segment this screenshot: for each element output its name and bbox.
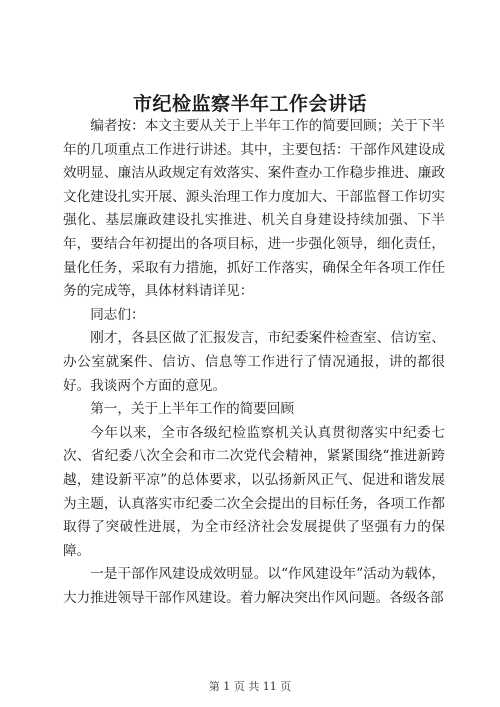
- editor-note-paragraph: 编者按：本文主要从关于上半年工作的简要回顾；关于下半年的几项重点工作进行讲述。其中，主要包括：干部作风建设成效明显、廉洁从政规定有效落实、案件查办工作稳步推进、廉政文化建设扎实开展、源头治理工作力度加大、干部监督工作切实强化、基层廉政建设扎实推进、机关自身建设持续加强、下半年，要结合年初提出的各项目标，进一步强化领导，细化责任，量化任务，采取有力措施，抓好工作落实，确保全年各项工作任务的完成等，具体材料请详见：: [63, 118, 445, 300]
- salutation-paragraph: 同志们：: [90, 306, 145, 323]
- opening-paragraph: 刚才，各县区做了汇报发言，市纪委案件检查室、信访室、办公室就案件、信访、信息等工作进行了情况通报，讲的都很好。我谈两个方面的意见。: [63, 330, 445, 394]
- section-heading-paragraph: 第一，关于上半年工作的简要回顾: [90, 401, 295, 418]
- point-one-paragraph: 一是干部作风建设成效明显。以“作风建设年”活动为载体，大力推进领导干部作风建设。着力解决突出作风问题。各级各部: [63, 566, 445, 606]
- page-footer: 第 1 页 共 11 页: [208, 680, 292, 693]
- document-body: [63, 115, 445, 610]
- document-title: 市纪检监察半年工作会讲话: [132, 93, 367, 115]
- review-paragraph: 今年以来，全市各级纪检监察机关认真贯彻落实中纪委七次、省纪委八次全会和市二次党代会精神，紧紧围绕“推进新跨越，建设新平凉”的总体要求，以弘扬新风正气、促进和谐发展为主题，认真落实市纪委二次全会提出的目标任务，各项工作都取得了突破性进展，为全市经济社会发展提供了坚强有力的保障。: [63, 424, 445, 559]
